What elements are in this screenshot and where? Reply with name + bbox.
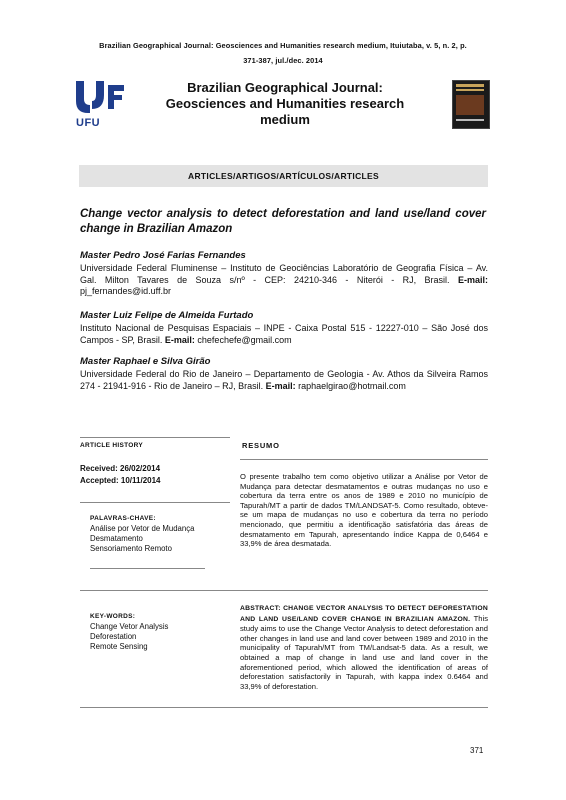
- keyword-item: Remote Sensing: [90, 642, 148, 651]
- keywords-pt-bottom-divider: [90, 568, 205, 569]
- keywords-pt-top-divider: [80, 502, 230, 503]
- received-date: Received: 26/02/2014: [80, 464, 161, 473]
- ufu-logo-icon: [68, 79, 130, 119]
- journal-title-line-1: Brazilian Geographical Journal:: [187, 80, 383, 95]
- keywords-block: [90, 613, 235, 652]
- author-affiliation: [80, 263, 488, 298]
- journal-cover-image: [452, 80, 490, 129]
- author-name: Master Raphael e Silva Girão: [80, 356, 211, 367]
- author-email[interactable]: raphaelgirao@hotmail.com: [298, 380, 406, 391]
- journal-citation: [30, 38, 536, 68]
- email-label: E-mail:: [265, 380, 296, 391]
- affiliation-text: Universidade Federal Fluminense – Instituto de Geociências Laboratório de Geografia Física – Av. Gal. Milton Tavares de Souza s/nº - CEP: 24210-346 - Niterói - RJ, Brasil.: [80, 263, 488, 285]
- resumo-text: O presente trabalho tem como objetivo utilizar a Análise por Vetor de Mudança para detectar desmatamentos e outras mudanças no uso e cobertura da terra entre os anos de 1989 e 2010 no município de Tapurah/MT a partir de dados TM/LANDSAT-5. Como resultado, obteve-se um mapa de mudanças no uso e cobertura da terra no período mencionado, que permitiu a identificação satisfatória das áreas de desmatamento em Tapurah, apresentando índice Kappa de 0,6464 e 33,9% de área desmatada.: [240, 472, 488, 549]
- keyword-item: Change Vetor Analysis: [90, 622, 169, 631]
- author-block-2: [80, 310, 488, 346]
- keyword-pt-item: Sensoriamento Remoto: [90, 544, 172, 553]
- journal-title: [140, 80, 430, 128]
- citation-line-2: 371-387, jul./dec. 2014: [243, 56, 323, 65]
- abstract-bottom-divider: [80, 707, 488, 708]
- palavras-chave-block: [90, 515, 235, 554]
- author-name: Master Pedro José Farias Fernandes: [80, 250, 246, 261]
- affiliation-text: Instituto Nacional de Pesquisas Espaciais – INPE - Caixa Postal 515 - 12227-010 – São José dos Campos - SP, Brasil.: [80, 323, 488, 345]
- article-title: Change vector analysis to detect deforestation and land use/land cover change in Brazilian Amazon: [80, 208, 486, 235]
- journal-title-line-2: Geosciences and Humanities research: [165, 96, 405, 111]
- author-name: Master Luiz Felipe de Almeida Furtado: [80, 310, 254, 321]
- email-label: E-mail:: [457, 274, 488, 285]
- author-email[interactable]: pj_fernandes@id.uff.br: [80, 286, 172, 296]
- article-history-heading: ARTICLE HISTORY: [80, 442, 144, 449]
- citation-line-1: Brazilian Geographical Journal: Geosciences and Humanities research medium, Ituiutaba, v. 5, n. 2, p.: [99, 41, 467, 50]
- keyword-pt-item: Análise por Vetor de Mudança: [90, 524, 195, 533]
- accepted-date: Accepted: 10/11/2014: [80, 476, 161, 485]
- abstract-top-divider: [80, 590, 488, 591]
- email-label: E-mail:: [164, 334, 195, 345]
- author-block-3: [80, 356, 488, 392]
- author-affiliation: [80, 369, 488, 392]
- affiliation-text: Universidade Federal do Rio de Janeiro – Departamento de Geologia - Av. Athos da Silveira Ramos 274 - 21941-916 - Rio de Janeiro – RJ, Brasil.: [80, 369, 488, 391]
- abstract-body: This study aims to use the Change Vector Analysis to detect deforestation and other changes in land use and land cover between 1989 and 2010 in the municipality of Tapurah/MT from TM/Landsat-5 data. As a result, we obtained a map of change in land use and land cover in the aforementioned period, which allowed the identification of areas of deforestation satisfactorily in Tapurah, with kappa index 0.6464 and 33,9% of deforestation.: [240, 613, 488, 691]
- resumo-heading: RESUMO: [242, 441, 280, 450]
- history-divider: [80, 437, 230, 438]
- journal-title-line-3: medium: [260, 112, 310, 127]
- keyword-pt-item: Desmatamento: [90, 534, 143, 543]
- author-email[interactable]: chefechefe@gmail.com: [197, 334, 292, 345]
- keywords-heading: KEY-WORDS:: [90, 613, 136, 620]
- author-affiliation: [80, 323, 488, 346]
- author-block-1: [80, 250, 488, 298]
- section-label: ARTICLES/ARTIGOS/ARTÍCULOS/ARTICLES: [188, 171, 379, 181]
- keyword-item: Deforestation: [90, 632, 137, 641]
- abstract-lead: ABSTRACT: CHANGE VECTOR ANALYSIS TO DETECT DEFORESTATION AND LAND USE/LAND COVER CHANGE IN BRAZILIAN AMAZON.: [240, 605, 488, 623]
- page-number: 371: [470, 746, 484, 755]
- palavras-chave-heading: PALAVRAS-CHAVE:: [90, 515, 156, 522]
- abstract-text: [240, 603, 488, 691]
- resumo-divider: [240, 459, 488, 460]
- logo-text: UFU: [76, 117, 101, 129]
